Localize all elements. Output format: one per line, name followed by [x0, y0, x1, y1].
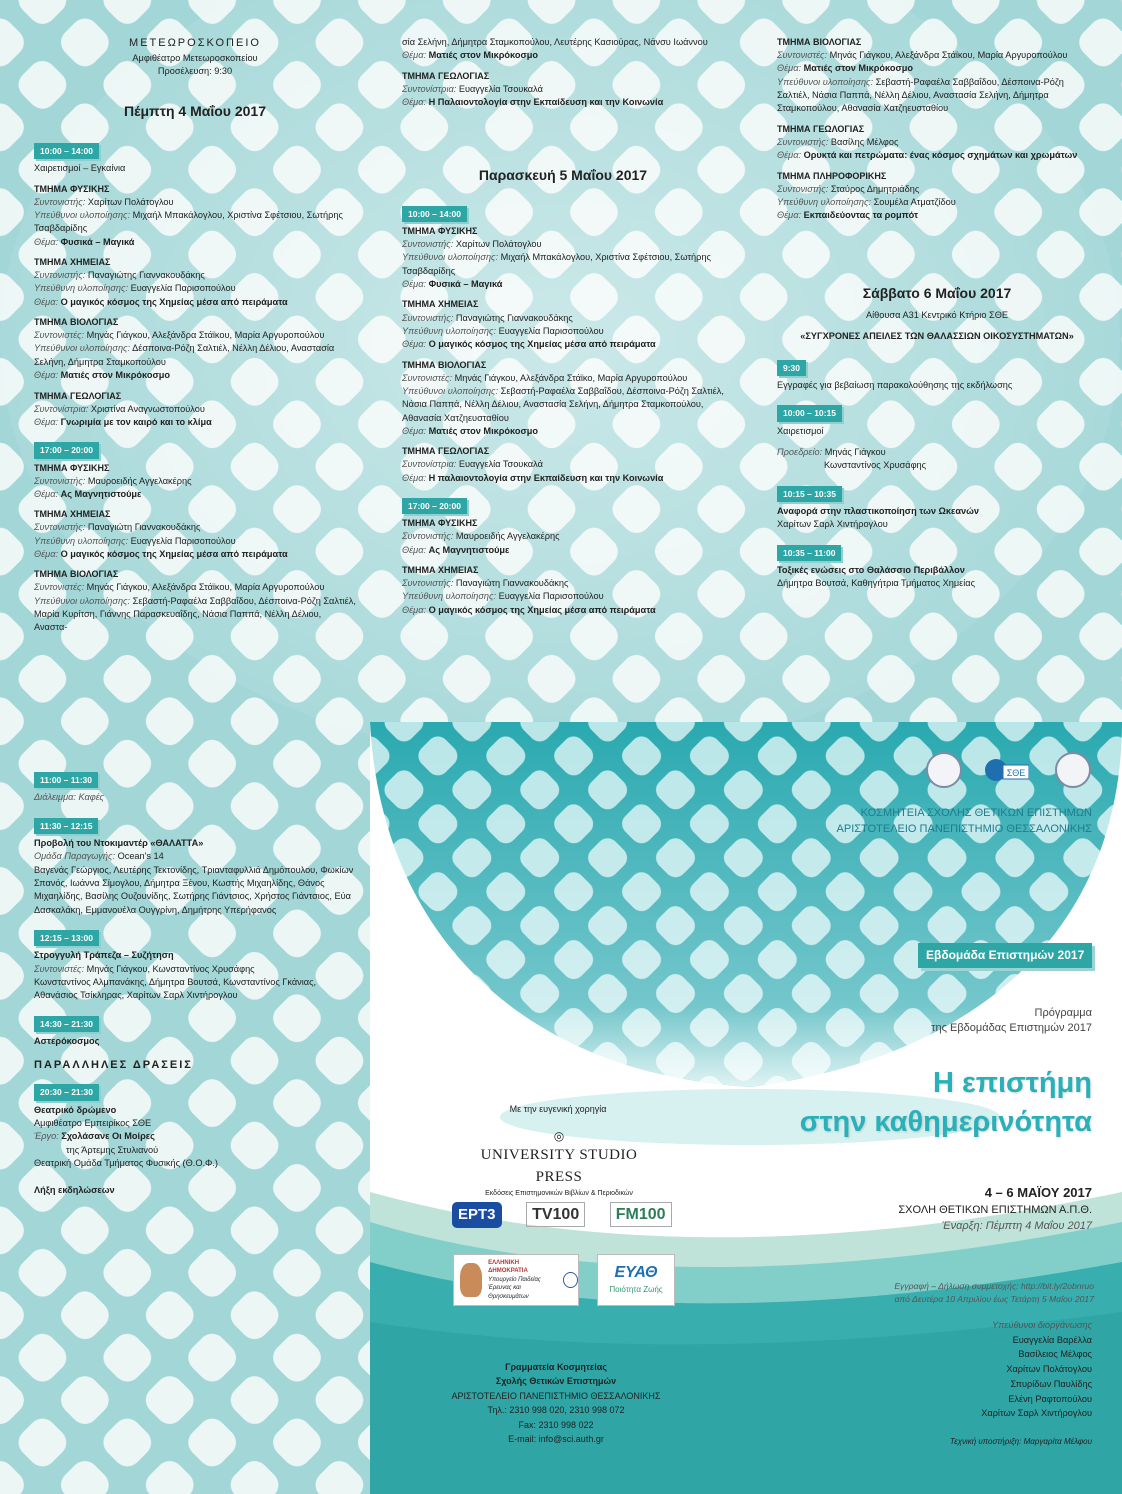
- chair-1: Μηνάς Γιάγκου: [824, 446, 886, 457]
- coordinator: Μηνάς Γιάγκου, Αλεξάνδρα Στάϊκου, Μαρία Αργυροπούλου: [86, 330, 325, 341]
- coord-label: Συντονιστής:: [777, 183, 829, 194]
- organizers: [860, 1318, 1092, 1421]
- hall-text: Αίθουσα Α31 Κεντρικό Κτήριο ΣΘΕ: [866, 309, 1008, 320]
- resp-label: Υπεύθυνη υλοποίησης:: [34, 535, 129, 546]
- session-informatics: [777, 170, 1097, 223]
- dept-label: ΤΜΗΜΑ ΓΕΩΛΟΓΙΑΣ: [402, 70, 490, 81]
- session-physics: [402, 225, 724, 291]
- topic-text: «ΣΥΓΧΡΟΝΕΣ ΑΠΕΙΛΕΣ ΤΩΝ ΘΑΛΑΣΣΙΩΝ ΟΙΚΟΣΥΣΤΗΜΑΤΩΝ»: [800, 331, 1074, 342]
- theme: Ας Μαγνητιστούμε: [428, 544, 510, 555]
- resp-label: Υπεύθυνη υλοποίησης:: [402, 325, 497, 336]
- opening-text: Χαιρετισμοί – Εγκαίνια: [34, 163, 126, 174]
- session-physics-2: [34, 462, 356, 502]
- coordinator: Παναγιώτης Γιαννακουδάκης: [455, 312, 573, 323]
- coord-label: Συντονιστής:: [34, 270, 86, 281]
- coord-label: Συντονιστής:: [34, 475, 86, 486]
- session-chemistry: [402, 298, 724, 351]
- session-geology: [402, 445, 724, 485]
- theme: Ματιές στον Μικρόκοσμο: [60, 370, 170, 381]
- fax-text: Fax: 2310 998 022: [518, 1419, 594, 1430]
- time-badge: 10:35 – 11:00: [777, 545, 841, 561]
- coord-label: Συντονιστές:: [402, 372, 452, 383]
- usp-subtitle: Εκδόσεις Επιστημονικών Βιβλίων & Περιοδικών: [485, 1189, 633, 1197]
- work-title: Σχολάσανε Οι Μοίρες: [61, 1131, 155, 1142]
- column-thursday: [34, 36, 356, 642]
- registration-period: από Δευτέρα 10 Απριλίου έως Τετάρτη 5 Μαΐου 2017: [894, 1293, 1094, 1304]
- coord-label: Συντονιστής:: [34, 196, 86, 207]
- theme: Ας Μαγνητιστούμε: [60, 488, 142, 499]
- session-geology: [777, 123, 1097, 163]
- secretariat-contact: [440, 1360, 672, 1446]
- coordinator: Μηνάς Γιάγκου, Αλεξάνδρα Στάϊκου, Μαρία Αργυροπούλου: [829, 50, 1068, 61]
- talk-speaker: Χαρίτων Σαρλ Χιντήρογλου: [777, 519, 888, 530]
- coordinator: Μηνάς Γιάγκου, Αλεξάνδρα Στάϊκο, Μαρία Αργυροπούλου: [454, 372, 688, 383]
- time-badge: 14:30 – 21:30: [34, 1016, 99, 1032]
- theme-label: Θέμα:: [402, 604, 427, 615]
- tv100-logo: TV100: [526, 1202, 585, 1227]
- responsible: Δέσποινα-Ρόζη Σαλτιέλ, Νέλλη Δέλιου, Αναστασία Σελήνη, Δήμητρα Σταμκοπούλου: [34, 343, 335, 367]
- dept-label: ΤΜΗΜΑ ΓΕΩΛΟΓΙΑΣ: [402, 446, 490, 457]
- coord-label: Συντονιστής:: [402, 239, 454, 250]
- responsible: Ευαγγελία Παρισοπούλου: [130, 283, 236, 294]
- work-author: της Άρτεμης Στυλιανού: [66, 1144, 159, 1155]
- break-text: Διάλειμμα: Καφές: [34, 792, 104, 803]
- email-link[interactable]: E-mail: info@sci.auth.gr: [508, 1433, 604, 1444]
- tech-support: Τεχνική υποστήριξη: Μαργαρίτα Μέλφου: [949, 1437, 1092, 1446]
- talk-title: Τοξικές ενώσεις στο Θαλάσσιο Περιβάλλον: [777, 564, 965, 575]
- coordinator: Παναγιώτης Γιαννακουδάκης: [87, 270, 205, 281]
- responsible: Ευαγγελία Παρισοπούλου: [498, 591, 604, 602]
- session-biology-2: [34, 568, 356, 634]
- sponsor-label: Με την ευγενική χορηγία: [509, 1104, 607, 1114]
- dept-label: ΤΜΗΜΑ ΦΥΣΙΚΗΣ: [402, 226, 478, 237]
- talk-speaker: Δήμητρα Βουτσά, Καθηγήτρια Τμήματος Χημείας: [777, 578, 976, 589]
- column-saturday-continued: [34, 766, 356, 1198]
- event-dates: [820, 1184, 1092, 1235]
- resp-label: Υπεύθυνοι υλοποίησης:: [34, 209, 131, 220]
- column-saturday: [777, 36, 1097, 598]
- faculty-header: [830, 806, 1092, 838]
- organizer-name: Χαρίτων Σαρλ Χιντήρογλου: [981, 1408, 1092, 1419]
- sthe-logo-text: ΣΘΕ: [1006, 768, 1025, 778]
- organizer-name: Ελένη Ραφτοπούλου: [1008, 1393, 1092, 1404]
- coordinator: Σταύρος Δημητριάδης: [830, 183, 920, 194]
- theme: Γνωριμία με τον καιρό και το κλίμα: [60, 416, 212, 427]
- title-line-1: Η επιστήμη: [933, 1067, 1092, 1099]
- session-chemistry-2: [34, 508, 356, 561]
- session-chemistry-2: [402, 564, 724, 617]
- usp-emblem-icon: ◎: [553, 1129, 565, 1143]
- resp-label: Υπεύθυνοι υλοποίησης:: [34, 343, 131, 354]
- theme: Ματιές στον Μικρόκοσμο: [428, 425, 538, 436]
- resp-label: Υπεύθυνοι υλοποίησης:: [402, 252, 499, 263]
- theme: Ορυκτά και πετρώματα: ένας κόσμος σχημάτων και χρωμάτων: [803, 150, 1078, 161]
- documentary-title: Προβολή του Ντοκιμαντέρ «ΘΑΛΑΤΤΑ»: [34, 837, 204, 848]
- coord-label: Συντονιστές:: [34, 963, 84, 974]
- theme: Η Παλαιοντολογία στην Εκπαίδευση και την Κοινωνία: [428, 97, 664, 108]
- talk-title: Αναφορά στην πλαστικοποίηση των Ωκεανών: [777, 505, 979, 516]
- start-date: Έναρξη: Πέμπτη 4 Μαΐου 2017: [941, 1219, 1092, 1232]
- session-geology-prev: [402, 70, 724, 110]
- responsible: Μιχαήλ Μπακάλογλου, Χριστίνα Σφέτσιου, Σωτήρης Τσαβδαρίδης: [402, 252, 711, 276]
- week-badge: Εβδομάδα Επιστημών 2017: [918, 943, 1092, 968]
- sthe-logo-icon: [985, 755, 1029, 785]
- coordinator: Βασίλης Μέλφος: [830, 136, 899, 147]
- theme-label: Θέμα:: [402, 472, 427, 483]
- dept-label: ΤΜΗΜΑ ΓΕΩΛΟΓΙΑΣ: [777, 123, 865, 134]
- session-biology: [777, 36, 1097, 116]
- time-badge: 11:00 – 11:30: [34, 772, 98, 788]
- venue-place: Αμφιθέατρο Μετεωροσκοπείου: [132, 52, 258, 63]
- program-line-1: Πρόγραμμα: [1034, 1007, 1092, 1019]
- dept-label: ΤΜΗΜΑ ΧΗΜΕΙΑΣ: [34, 257, 111, 267]
- coordinator: Μαυροειδής Αγγελακέρης: [455, 531, 560, 542]
- group-label: Ομάδα Παραγωγής:: [34, 851, 116, 862]
- session-physics-2: [402, 517, 724, 557]
- phone-text: Τηλ.: 2310 998 020, 2310 998 072: [487, 1405, 625, 1416]
- theme: Ο μαγικός κόσμος της Χημείας μέσα από πειράματα: [60, 549, 288, 560]
- dept-label: ΤΜΗΜΑ ΦΥΣΙΚΗΣ: [34, 462, 110, 473]
- day-title-friday: Παρασκευή 5 Μαΐου 2017: [478, 167, 648, 184]
- dept-label: ΤΜΗΜΑ ΒΙΟΛΟΓΙΑΣ: [777, 37, 862, 47]
- theme-label: Θέμα:: [402, 544, 427, 555]
- theatre-title: Θεατρικό δρώμενο: [34, 1104, 117, 1115]
- time-badge: 17:00 – 20:00: [34, 442, 99, 458]
- coord-label: Συντονιστές:: [777, 50, 827, 61]
- roundtable-title: Στρογγυλή Τράπεζα – Συζήτηση: [34, 950, 174, 961]
- responsible: Σεβαστή-Ραφαέλα Σαββαΐδου, Δέσποινα-Ρόζη Σαλτιέλ, Νάσια Παππά, Νέλλη Δέλιου, Αναστασία Σελήνη, Δήμητρα Σταμκοπούλου, Αθανασία Χατζηευσταθίου: [402, 385, 724, 423]
- dept-label: ΤΜΗΜΑ ΒΙΟΛΟΓΙΑΣ: [34, 569, 119, 580]
- coordinator: Μηνάς Γιάγκου, Αλεξάνδρα Στάϊκου, Μαρία Αργυροπούλου: [86, 582, 325, 593]
- resp-label: Υπεύθυνοι υλοποίησης:: [34, 595, 131, 606]
- registration-text: Εγγραφές για βεβαίωση παρακολούθησης της εκδήλωσης: [777, 379, 1013, 390]
- usp-logo: [480, 1128, 638, 1199]
- secretariat-line-2: Σχολής Θετικών Επιστημών: [495, 1376, 617, 1387]
- production-team: Βαγενάς Γεώργιος, Λευτέρης Τεκτονίδης, Τριανταφυλλιά Δημόπουλου, Φωκίων Σπανός, Ιωάννα Σίμογλου, Δήμητρα Ξένου, Κωστής Μιχαηλίδης, Θάνος Μιχαηλίδης, Βασίλης Ουζουνίδης, Σωτήρης Γιάντσιος, Χρήστος Γιάντσιος, Εύα Δασκαλάκη, Εμμανουέλα Ουγγρίνη, Δημήτρης Υπερήφανος: [34, 864, 354, 915]
- responsible: Σεβαστή-Ραφαέλα Σαββαΐδου, Δέσποινα-Ρόζη Σαλτιέλ, Νάσια Παππά, Νέλλη Δέλιου, Αναστασία Σελήνη, Δήμητρα Σταμκοπούλου, Αθανασία Χατζηευσταθίου: [777, 76, 1064, 114]
- theme: Ο μαγικός κόσμος της Χημείας μέσα από πειράματα: [428, 604, 656, 615]
- dept-label: ΤΜΗΜΑ ΧΗΜΕΙΑΣ: [34, 509, 111, 520]
- theatre-place: Αμφιθέατρο Εμπειρίκος ΣΘΕ: [34, 1117, 152, 1128]
- venue-header: [34, 36, 356, 79]
- coordinator: Ευαγγελία Τσουκαλά: [458, 83, 543, 94]
- column-friday: [402, 36, 724, 624]
- faculty-line-1: ΚΟΣΜΗΤΕΙΑ ΣΧΟΛΗΣ ΘΕΤΙΚΩΝ ΕΠΙΣΤΗΜΩΝ: [860, 807, 1092, 819]
- responsible: Σεβαστή-Ραφαέλα Σαββαΐδου, Δέσποινα-Ρόζη Σαλτιέλ, Μαρία Κυρίτση, Γιάννης Παρασκευαΐδης, Νάσια Παππά, Νέλλη Δέλιου, Αναστα-: [34, 595, 356, 633]
- organizer-name: Χαρίτων Πολάτογλου: [1006, 1364, 1092, 1375]
- coordinator: Χριστίνα Αναγνωστοπούλου: [90, 403, 205, 414]
- time-badge: 12:15 – 13:00: [34, 930, 99, 946]
- head-logo-icon: [1055, 752, 1091, 788]
- resp-label: Υπεύθυνοι υλοποίησης:: [777, 76, 874, 87]
- theme: Ο μαγικός κόσμος της Χημείας μέσα από πειράματα: [428, 339, 656, 350]
- program-line-2: της Εβδομάδας Επιστημών 2017: [931, 1022, 1092, 1035]
- owl-icon: [460, 1263, 482, 1297]
- main-title: [700, 1064, 1092, 1142]
- coordinator: Χαρίτων Πολάτογλου: [455, 239, 542, 250]
- secretariat-line-1: Γραμματεία Κοσμητείας: [505, 1362, 607, 1372]
- eyath-name: ΕΥΑΘ: [614, 1264, 658, 1281]
- theme-label: Θέμα:: [34, 296, 59, 307]
- theme-label: Θέμα:: [34, 236, 59, 247]
- coord-label: Συντονίστρια:: [402, 459, 457, 470]
- usp-name: UNIVERSITY STUDIO PRESS: [480, 1147, 638, 1186]
- coord-label: Συντονίστρια:: [402, 83, 457, 94]
- registration-info: [820, 1280, 1094, 1306]
- top-logos: [902, 752, 1091, 788]
- coord-label: Συντονιστής:: [34, 522, 86, 533]
- coord-label: Συντονιστής:: [402, 531, 454, 542]
- time-badge: 10:00 – 14:00: [34, 143, 99, 159]
- organizer-name: Βασίλειος Μέλφος: [1018, 1349, 1092, 1360]
- theme-label: Θέμα:: [402, 97, 427, 108]
- chair-label: Προεδρείο:: [777, 446, 823, 457]
- continued-text: σία Σελήνη, Δήμητρα Σταμκοπούλου, Λευτέρης Κασιούρας, Νάνσυ Ιωάννου: [402, 37, 708, 47]
- title-line-2: στην καθημερινότητα: [799, 1106, 1092, 1139]
- time-badge: 11:30 – 12:15: [34, 818, 98, 834]
- coordinator: Παναγιώτη Γιαννακουδάκης: [87, 522, 201, 533]
- auth-seal-icon: [926, 752, 962, 788]
- coord-label: Συντονιστής:: [402, 312, 454, 323]
- theme: Εκπαιδεύοντας τα ρομπότ: [803, 210, 919, 221]
- dept-label: ΤΜΗΜΑ ΒΙΟΛΟΓΙΑΣ: [402, 359, 487, 370]
- theme-label: Θέμα:: [402, 425, 427, 436]
- ert3-logo: ΕΡΤ3: [452, 1202, 502, 1228]
- organizers-label: Υπεύθυνοι διοργάνωσης: [992, 1320, 1092, 1330]
- time-badge: 17:00 – 20:00: [402, 498, 467, 514]
- program-subtitle: [880, 1006, 1092, 1037]
- theme: Φυσικά – Μαγικά: [428, 279, 503, 290]
- theme-label: Θέμα:: [34, 370, 59, 381]
- panelists: Κωνσταντίνος Αλμπανάκης, Δήμητρα Βουτσά, Κωνσταντίνος Γκάνιας, Αθανάσιος Τσίκληρας, Χαρίτων Σαρλ Χιντήρογλου: [34, 977, 317, 1001]
- coord-label: Συντονίστρια:: [34, 403, 89, 414]
- theme-label: Θέμα:: [34, 488, 59, 499]
- theme: Ματιές στον Μικρόκοσμο: [803, 63, 913, 74]
- venue-arrival: Προσέλευση: 9:30: [157, 66, 233, 77]
- ministry-line-3: Έρευνας και Θρησκευμάτων: [488, 1285, 529, 1300]
- group-name: Ocean's 14: [117, 851, 164, 862]
- registration-link[interactable]: Εγγραφή – Δήλωση συμμετοχής: http://bit.ly/2obnruo: [894, 1281, 1094, 1291]
- time-badge: 20:30 – 21:30: [34, 1084, 99, 1100]
- coord-label: Συντονιστές:: [34, 582, 84, 593]
- coord-label: Συντονιστής:: [402, 578, 454, 589]
- end-text: Λήξη εκδηλώσεων: [34, 1185, 115, 1196]
- time-badge: 10:00 – 10:15: [777, 405, 842, 421]
- day-title-saturday: Σάββατο 6 Μαΐου 2017: [862, 284, 1012, 301]
- chair-2: Κωνσταντίνος Χρυσάφης: [824, 460, 927, 471]
- coordinator: Ευαγγελία Τσουκαλά: [458, 459, 543, 470]
- ministry-line-1: ΕΛΛΗΝΙΚΗ ΔΗΜΟΚΡΑΤΙΑ: [488, 1260, 528, 1275]
- theme-label: Θέμα:: [402, 339, 427, 350]
- school-name: ΣΧΟΛΗ ΘΕΤΙΚΩΝ ΕΠΙΣΤΗΜΩΝ Α.Π.Θ.: [898, 1203, 1092, 1216]
- session-biology: [402, 359, 724, 439]
- theme: Η παλαιοντολογία στην Εκπαίδευση και την Κοινωνία: [428, 472, 664, 483]
- ministry-line-2: Υπουργείο Παιδείας: [488, 1276, 541, 1283]
- coordinator: Παναγιώτη Γιαννακουδάκης: [455, 578, 569, 589]
- organizer-name: Σπυρίδων Παυλίδης: [1010, 1378, 1092, 1389]
- day-title-thursday: Πέμπτη 4 Μαΐου 2017: [124, 102, 266, 119]
- dept-label: ΤΜΗΜΑ ΒΙΟΛΟΓΙΑΣ: [34, 317, 119, 328]
- responsible: Ευαγγελία Παρισοπούλου: [498, 325, 604, 336]
- theme-label: Θέμα:: [34, 549, 59, 560]
- dept-label: ΤΜΗΜΑ ΦΥΣΙΚΗΣ: [402, 518, 478, 529]
- planetarium-text: Αστερόκοσμος: [34, 1036, 100, 1047]
- secretariat-line-3: ΑΡΙΣΤΟΤΕΛΕΙΟ ΠΑΝΕΠΙΣΤΗΜΙΟ ΘΕΣΣΑΛΟΝΙΚΗΣ: [451, 1390, 661, 1401]
- theme: Ματιές στον Μικρόκοσμο: [428, 50, 538, 61]
- venue-title: ΜΕΤΕΩΡΟΣΚΟΠΕΙΟ: [129, 37, 261, 49]
- session-biology: [34, 316, 356, 382]
- date-range: 4 – 6 ΜΑΪΟΥ 2017: [984, 1185, 1092, 1200]
- theme: Ο μαγικός κόσμος της Χημείας μέσα από πειράματα: [60, 296, 288, 307]
- organizer-name: Ευαγγελία Βαρέλλα: [1012, 1334, 1092, 1345]
- time-badge: 10:15 – 10:35: [777, 486, 842, 502]
- theme-label: Θέμα:: [777, 63, 802, 74]
- theme-label: Θέμα:: [34, 416, 59, 427]
- time-badge: 9:30: [777, 360, 806, 376]
- coord-label: Συντονιστές:: [34, 330, 84, 341]
- greetings-text: Χαιρετισμοί: [777, 425, 824, 436]
- theme-label: Θέμα:: [777, 210, 802, 221]
- coordinator: Χαρίτων Πολάτογλου: [87, 196, 174, 207]
- resp-label: Υπεύθυνη υλοποίησης:: [777, 196, 872, 207]
- resp-label: Υπεύθυνη υλοποίησης:: [34, 283, 129, 294]
- session-geology: [34, 390, 356, 430]
- dept-label: ΤΜΗΜΑ ΠΛΗΡΟΦΟΡΙΚΗΣ: [777, 170, 887, 181]
- resp-label: Υπεύθυνη υλοποίησης:: [402, 591, 497, 602]
- coordinator: Μαυροειδής Αγγελακέρης: [87, 475, 192, 486]
- coordinator: Μηνάς Γιάγκου, Κωνσταντίνος Χρυσάφης: [86, 963, 255, 974]
- theatre-group: Θεατρική Ομάδα Τμήματος Φυσικής (Θ.Ο.Φ.): [34, 1158, 218, 1168]
- eyath-subtitle: Ποιότητα Ζωής: [609, 1285, 663, 1295]
- resp-label: Υπεύθυνοι υλοποίησης:: [402, 385, 499, 396]
- media-sponsors: [452, 1202, 672, 1228]
- dept-label: ΤΜΗΜΑ ΦΥΣΙΚΗΣ: [34, 183, 110, 194]
- theme-label: Θέμα:: [402, 279, 427, 290]
- time-badge: 10:00 – 14:00: [402, 206, 467, 222]
- responsible: Μιχαήλ Μπακάλογλου, Χριστίνα Σφέτσιου, Σωτήρης Τσαβδαρίδης: [34, 209, 343, 234]
- theme: Φυσικά – Μαγικά: [60, 236, 135, 247]
- work-label: Έργο:: [34, 1131, 59, 1142]
- theme-label: Θέμα:: [777, 150, 802, 161]
- responsible: Σουμέλα Ατματζίδου: [873, 196, 956, 207]
- session-physics: [34, 183, 356, 249]
- greek-emblem-icon: [563, 1272, 578, 1288]
- responsible: Ευαγγελία Παρισοπούλου: [130, 535, 236, 546]
- faculty-line-2: ΑΡΙΣΤΟΤΕΛΕΙΟ ΠΑΝΕΠΙΣΤΗΜΙΟ ΘΕΣΣΑΛΟΝΙΚΗΣ: [836, 822, 1092, 835]
- ministry-logo: [453, 1254, 579, 1306]
- dept-label: ΤΜΗΜΑ ΧΗΜΕΙΑΣ: [402, 565, 479, 576]
- coord-label: Συντονιστής:: [777, 136, 829, 147]
- theme-label: Θέμα:: [402, 50, 427, 61]
- dept-label: ΤΜΗΜΑ ΧΗΜΕΙΑΣ: [402, 299, 479, 310]
- parallel-title: ΠΑΡΑΛΛΗΛΕΣ ΔΡΑΣΕΙΣ: [34, 1059, 193, 1072]
- eyath-logo: [597, 1254, 675, 1306]
- dept-label: ΤΜΗΜΑ ΓΕΩΛΟΓΙΑΣ: [34, 390, 122, 401]
- session-chemistry: [34, 256, 356, 309]
- fm100-logo: FM100: [610, 1202, 672, 1227]
